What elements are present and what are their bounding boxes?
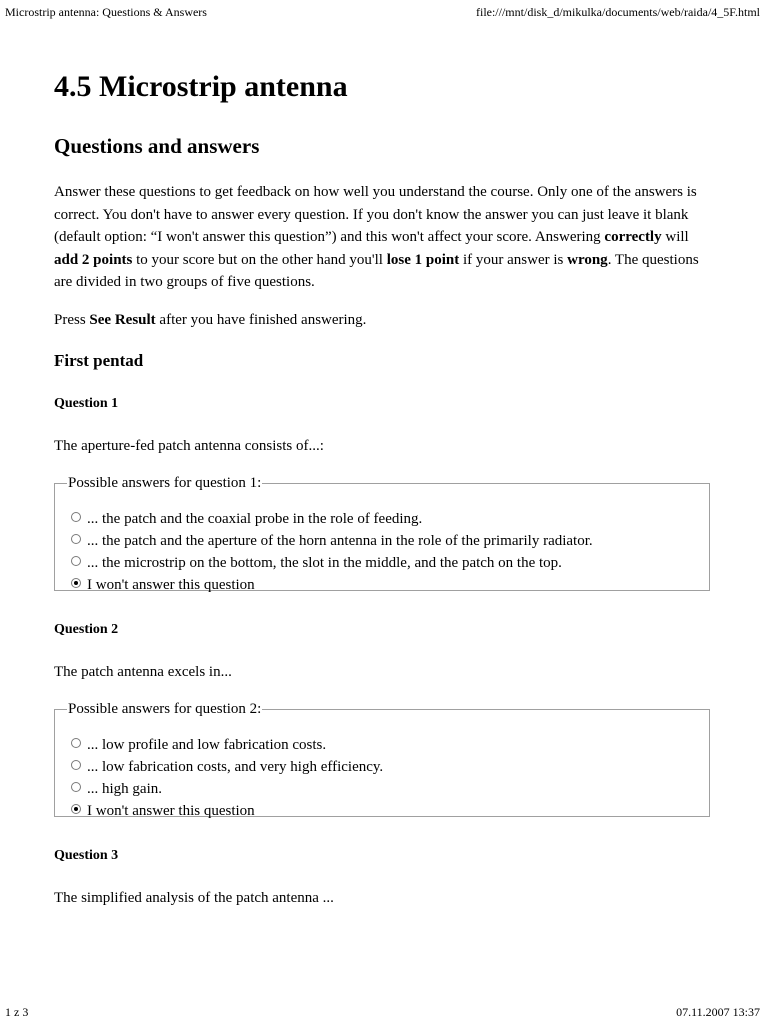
- radio-button[interactable]: [71, 556, 81, 566]
- question-title: Question 1: [54, 396, 119, 411]
- answers-legend: Possible answers for question 1:: [68, 475, 262, 491]
- intro-bold: wrong: [567, 251, 608, 268]
- press-text: after you have finished answering.: [155, 312, 367, 328]
- radio-button[interactable]: [71, 760, 81, 770]
- answer-option[interactable]: [71, 508, 593, 530]
- question-text: The aperture-fed patch antenna consists of...:: [54, 438, 324, 454]
- answer-label: ... the patch and the coaxial probe in the role of feeding.: [87, 510, 423, 527]
- answer-label: ... low profile and low fabrication costs.: [87, 736, 327, 753]
- radio-button[interactable]: [71, 782, 81, 792]
- radio-button[interactable]: [71, 534, 81, 544]
- answer-option[interactable]: [71, 574, 593, 596]
- intro-paragraph: [54, 181, 714, 294]
- question-text: The simplified analysis of the patch antenna ...: [54, 890, 334, 906]
- answer-label: I won't answer this question: [87, 576, 255, 593]
- section-title: Questions and answers: [54, 134, 260, 158]
- radio-button[interactable]: [71, 738, 81, 748]
- page-title: 4.5 Microstrip antenna: [54, 70, 348, 103]
- intro-text: . The questions are divided in two groups of five questions.: [54, 251, 699, 290]
- answer-label: ... high gain.: [87, 780, 162, 797]
- answer-option[interactable]: [71, 734, 383, 756]
- question-title: Question 3: [54, 848, 119, 863]
- document-title: Microstrip antenna: Questions & Answers: [5, 5, 207, 19]
- intro-text: to your score but on the other hand you'll: [132, 251, 387, 268]
- answers-fieldset-q1: [54, 475, 710, 591]
- answer-option[interactable]: [71, 778, 383, 800]
- answer-label: ... low fabrication costs, and very high efficiency.: [87, 758, 384, 775]
- see-result-label: See Result: [89, 312, 156, 328]
- radio-button-selected[interactable]: [71, 578, 81, 588]
- radio-button-selected[interactable]: [71, 804, 81, 814]
- question-text: The patch antenna excels in...: [54, 664, 232, 680]
- question-title: Question 2: [54, 622, 119, 637]
- answer-label: ... the microstrip on the bottom, the slot in the middle, and the patch on the top.: [87, 554, 562, 571]
- intro-bold: add 2 points: [54, 251, 133, 268]
- answer-option[interactable]: [71, 530, 593, 552]
- intro-text: if your answer is: [459, 251, 568, 268]
- print-header: [5, 5, 760, 20]
- intro-text: Answer these questions to get feedback on how well you understand the course. Only one of the answers is correct. You don't have to answer every question. If you don't know the answer you can just leave it blank (default option: “I won't answer this question”) and this won't affect your score. Answering: [54, 184, 697, 245]
- intro-bold: lose 1 point: [386, 251, 460, 268]
- answer-option[interactable]: [71, 552, 593, 574]
- answer-label: I won't answer this question: [87, 802, 255, 819]
- intro-text: will: [661, 229, 689, 245]
- answer-option[interactable]: [71, 800, 383, 822]
- intro-bold: correctly: [604, 229, 662, 245]
- page-number: 1 z 3: [5, 1005, 29, 1019]
- press-text: Press: [54, 312, 90, 328]
- press-instruction: [54, 309, 366, 331]
- document-url[interactable]: file:///mnt/disk_d/mikulka/documents/web/raida/4_5F.html: [475, 5, 760, 19]
- print-datetime: 07.11.2007 13:37: [676, 1005, 760, 1019]
- radio-button[interactable]: [71, 512, 81, 522]
- answers-legend: Possible answers for question 2:: [68, 701, 262, 717]
- group-title: First pentad: [54, 351, 144, 370]
- answer-label: ... the patch and the aperture of the horn antenna in the role of the primarily radiator.: [87, 532, 593, 549]
- answers-fieldset-q2: [54, 701, 710, 817]
- answer-option[interactable]: [71, 756, 383, 778]
- print-footer: [5, 1005, 760, 1020]
